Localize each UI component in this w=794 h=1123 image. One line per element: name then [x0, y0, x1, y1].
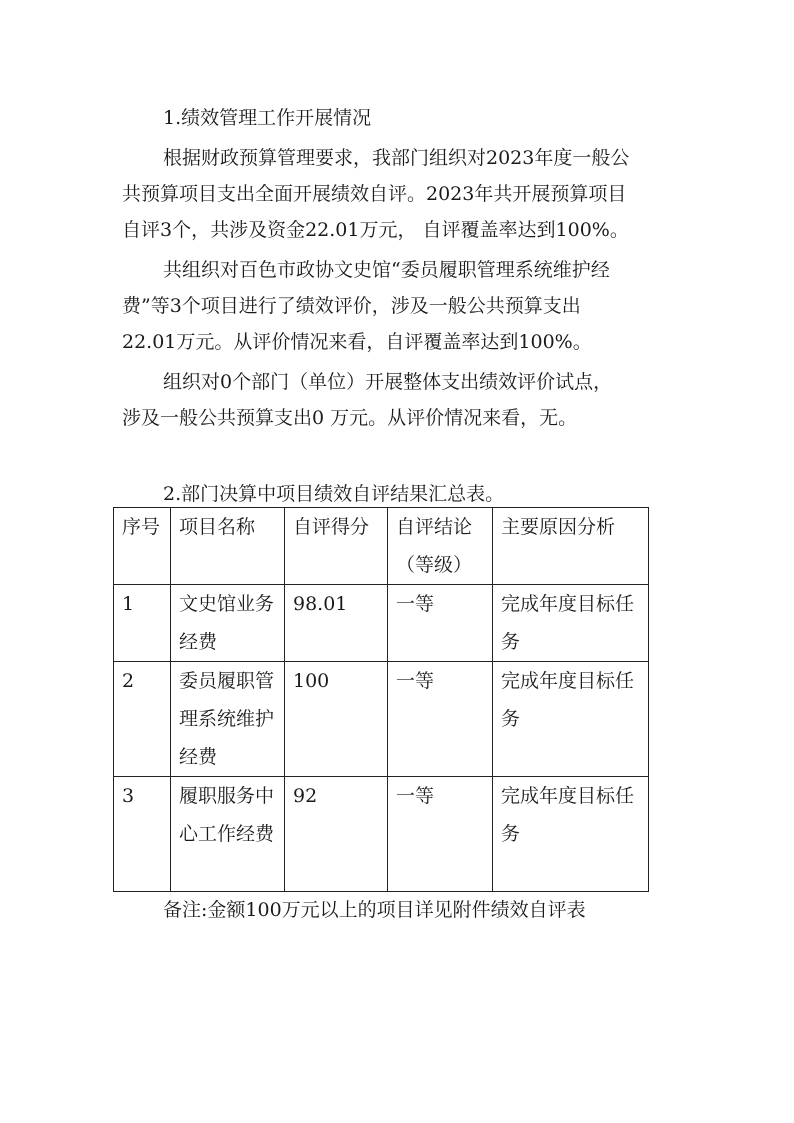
self-evaluation-summary-table — [113, 507, 649, 892]
cell-reason: 完成年度目标任务 — [493, 777, 649, 892]
text-line: 共预算项目支出全面开展绩效自评。2023年共开展预算项目 — [122, 183, 627, 205]
paragraph-project-evaluation — [122, 252, 682, 360]
cell-reason: 完成年度目标任务 — [493, 662, 649, 777]
table-footnote: 备注:金额100万元以上的项目详见附件绩效自评表 — [163, 899, 586, 921]
text-line: 费”等3个项目进行了绩效评价，涉及一般公共预算支出 — [122, 295, 581, 317]
header-cell-project-name: 项目名称 — [171, 508, 285, 585]
table-header-row — [114, 508, 649, 585]
header-cell-score: 自评得分 — [285, 508, 388, 585]
cell-project-name: 文史馆业务经费 — [171, 585, 285, 662]
cell-conclusion: 一等 — [388, 585, 493, 662]
header-cell-index: 序号 — [114, 508, 171, 585]
paragraph-overall-evaluation — [122, 364, 682, 436]
cell-conclusion: 一等 — [388, 777, 493, 892]
paragraph-budget-evaluation — [122, 140, 682, 248]
text-line: 自评3个，共涉及资金22.01万元， 自评覆盖率达到100%。 — [122, 219, 629, 241]
cell-score: 100 — [285, 662, 388, 777]
cell-index: 1 — [114, 585, 171, 662]
text-line: 组织对0个部门（单位）开展整体支出绩效评价试点， — [163, 371, 613, 393]
cell-index: 2 — [114, 662, 171, 777]
cell-score: 98.01 — [285, 585, 388, 662]
header-cell-conclusion: 自评结论（等级） — [388, 508, 493, 585]
cell-project-name: 履职服务中心工作经费 — [171, 777, 285, 892]
text-line: 共组织对百色市政协文史馆“委员履职管理系统维护经 — [163, 259, 610, 281]
cell-reason: 完成年度目标任务 — [493, 585, 649, 662]
table-row — [114, 585, 649, 662]
text-line: 涉及一般公共预算支出0 万元。从评价情况来看，无。 — [122, 407, 578, 429]
cell-score: 92 — [285, 777, 388, 892]
header-cell-reason: 主要原因分析 — [493, 508, 649, 585]
text-line: 根据财政预算管理要求，我部门组织对2023年度一般公 — [163, 147, 630, 169]
section-heading-performance: 1.绩效管理工作开展情况 — [163, 107, 372, 129]
text-line: 22.01万元。从评价情况来看，自评覆盖率达到100%。 — [122, 331, 592, 353]
cell-conclusion: 一等 — [388, 662, 493, 777]
cell-project-name: 委员履职管理系统维护经费 — [171, 662, 285, 777]
table-row — [114, 662, 649, 777]
section-heading-summary-table: 2.部门决算中项目绩效自评结果汇总表。 — [163, 483, 505, 505]
cell-index: 3 — [114, 777, 171, 892]
table-row — [114, 777, 649, 892]
